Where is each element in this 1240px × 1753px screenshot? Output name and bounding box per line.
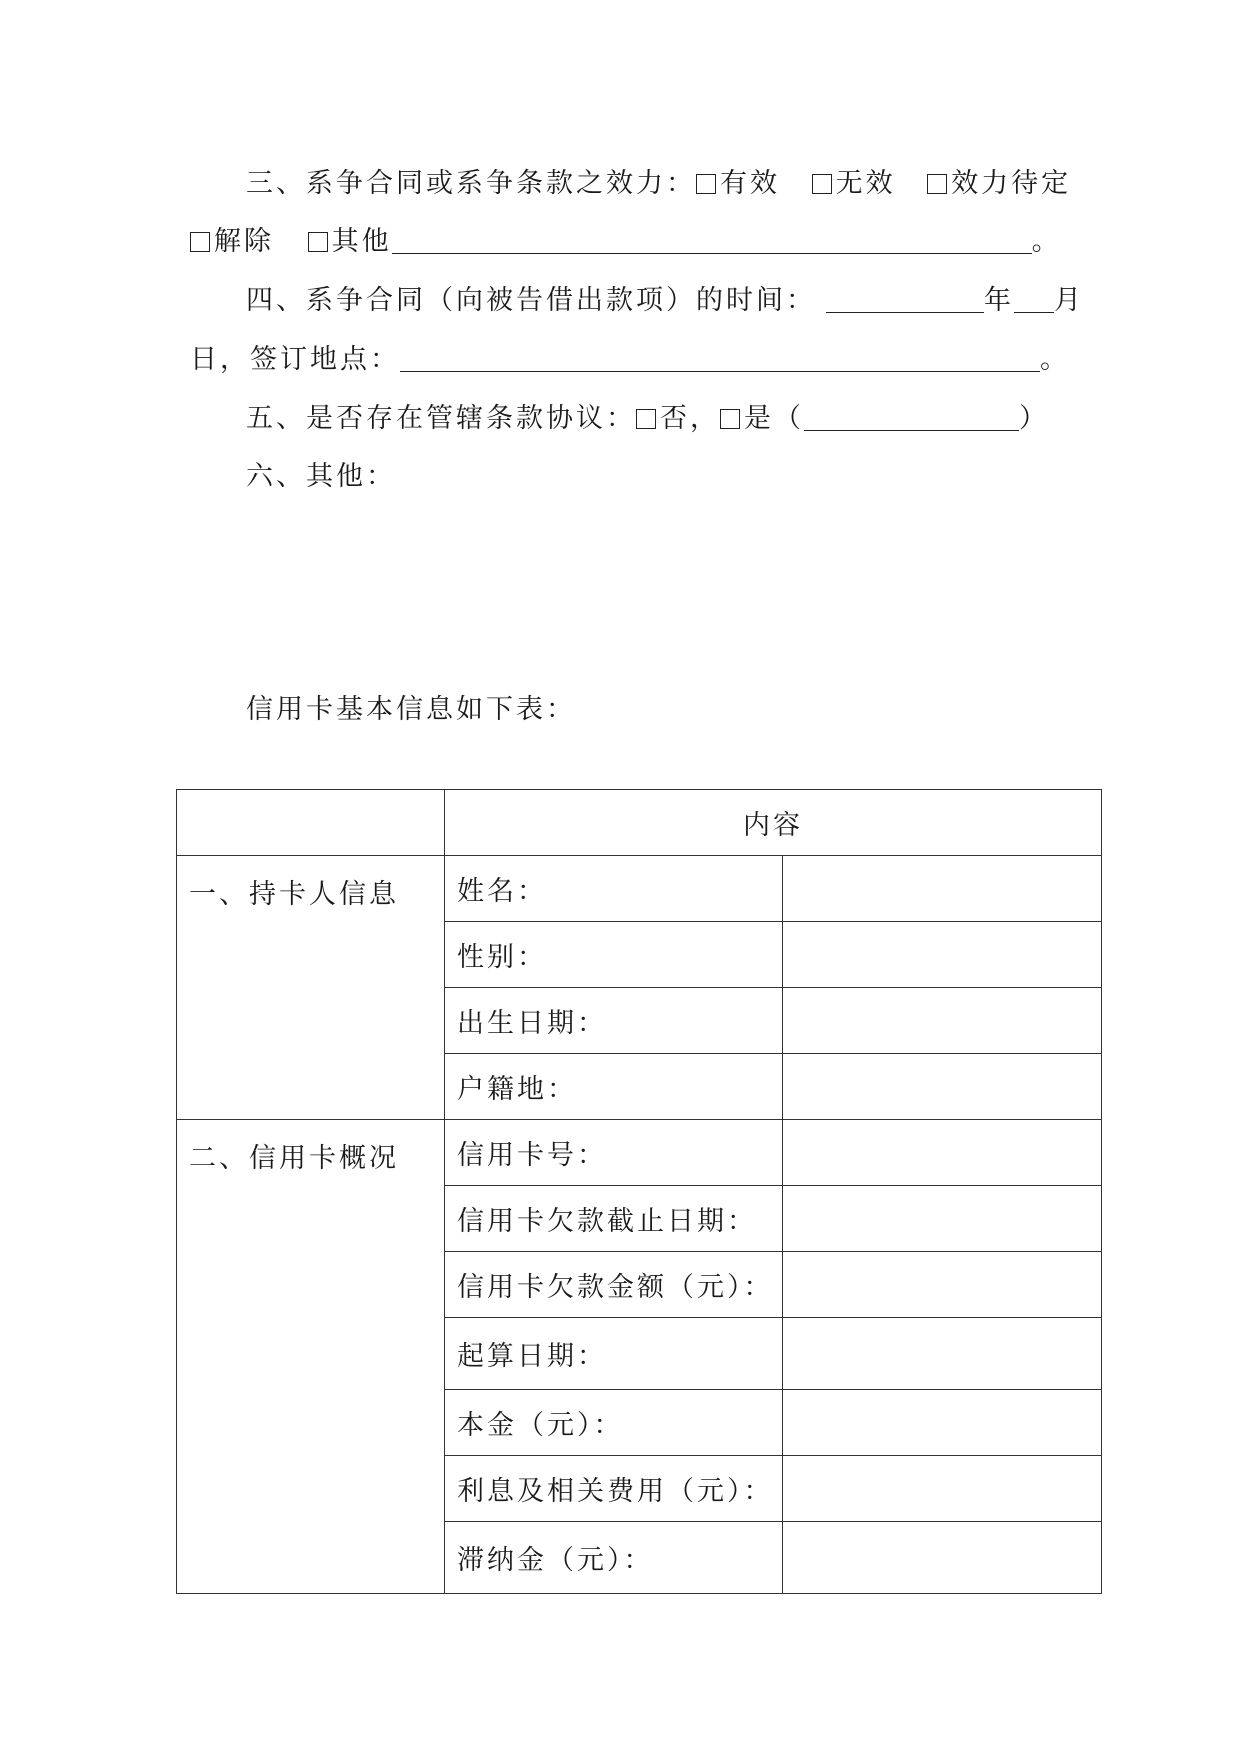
- clause-3-line-2: [190, 222, 1062, 262]
- clause-3-label: 三、系争合同或系争条款之效力：: [246, 168, 696, 199]
- jurisdiction-blank[interactable]: [804, 400, 1019, 431]
- clause-3-line-1: [246, 164, 1071, 204]
- checkbox-no[interactable]: [636, 409, 656, 429]
- value-cell-debt-amount[interactable]: [783, 1252, 1102, 1318]
- section-cardholder-info: 一、持卡人信息: [177, 856, 445, 1120]
- checkbox-valid[interactable]: [696, 174, 716, 194]
- row-label-principal: 本金（元）：: [445, 1390, 783, 1456]
- value-cell-debt-cutoff-date[interactable]: [783, 1186, 1102, 1252]
- clause-5-end: ）: [1019, 403, 1049, 434]
- row-label-debt-cutoff-date: 信用卡欠款截止日期：: [445, 1186, 783, 1252]
- option-no-label: 否，: [660, 403, 720, 434]
- option-invalid-label: 无效: [835, 168, 896, 199]
- value-cell-card-number[interactable]: [783, 1120, 1102, 1186]
- header-content-cell: 内容: [445, 790, 1102, 856]
- value-cell-birthdate[interactable]: [783, 988, 1102, 1054]
- row-label-card-number: 信用卡号：: [445, 1120, 783, 1186]
- signing-place-blank[interactable]: [400, 341, 1040, 372]
- row-label-late-fee: 滞纳金（元）：: [445, 1522, 783, 1594]
- clause-6-label: 六、其他：: [246, 461, 396, 492]
- option-other-label: 其他: [331, 226, 392, 257]
- row-label-start-date: 起算日期：: [445, 1318, 783, 1390]
- row-label-domicile: 户籍地：: [445, 1054, 783, 1120]
- month-blank[interactable]: [1014, 282, 1054, 313]
- value-cell-name[interactable]: [783, 856, 1102, 922]
- checkbox-other[interactable]: [308, 232, 328, 252]
- value-cell-interest-fees[interactable]: [783, 1456, 1102, 1522]
- clause-5-line: [246, 399, 1049, 439]
- credit-card-info-table: [176, 789, 1102, 1594]
- table-intro: [246, 690, 576, 730]
- value-cell-gender[interactable]: [783, 922, 1102, 988]
- option-valid-label: 有效: [720, 168, 780, 199]
- clause-5-label: 五、是否存在管辖条款协议：: [246, 403, 636, 434]
- value-cell-late-fee[interactable]: [783, 1522, 1102, 1594]
- checkbox-rescind[interactable]: [190, 232, 210, 252]
- row-label-name: 姓名：: [445, 856, 783, 922]
- checkbox-pending[interactable]: [927, 174, 947, 194]
- value-cell-domicile[interactable]: [783, 1054, 1102, 1120]
- option-pending-label: 效力待定: [951, 168, 1072, 199]
- section-card-overview: 二、信用卡概况: [177, 1120, 445, 1594]
- clause-4-label: 四、系争合同（向被告借出款项）的时间：: [246, 285, 816, 316]
- option-yes-label: 是（: [744, 403, 804, 434]
- year-label: 年: [984, 285, 1014, 316]
- option-rescind-label: 解除: [214, 226, 274, 257]
- checkbox-yes[interactable]: [720, 409, 740, 429]
- checkbox-invalid[interactable]: [812, 174, 832, 194]
- table-row: [177, 1120, 1102, 1186]
- table-row: [177, 856, 1102, 922]
- row-label-birthdate: 出生日期：: [445, 988, 783, 1054]
- row-label-interest-fees: 利息及相关费用（元）：: [445, 1456, 783, 1522]
- clause-6-line: [246, 457, 396, 497]
- month-label: 月: [1054, 285, 1084, 316]
- value-cell-principal[interactable]: [783, 1390, 1102, 1456]
- header-empty-cell: [177, 790, 445, 856]
- value-cell-start-date[interactable]: [783, 1318, 1102, 1390]
- year-blank[interactable]: [826, 282, 984, 313]
- table-header-row: [177, 790, 1102, 856]
- row-label-gender: 性别：: [445, 922, 783, 988]
- clause-3-end: 。: [1031, 226, 1062, 257]
- table-intro-text: 信用卡基本信息如下表：: [246, 694, 576, 725]
- row-label-debt-amount: 信用卡欠款金额（元）：: [445, 1252, 783, 1318]
- clause-4-end: 。: [1040, 344, 1070, 375]
- clause-4-line-2: [190, 340, 1070, 380]
- clause-4-line-1: [246, 281, 1084, 321]
- day-place-label: 日，签订地点：: [190, 344, 400, 375]
- other-effect-blank[interactable]: [392, 223, 1032, 254]
